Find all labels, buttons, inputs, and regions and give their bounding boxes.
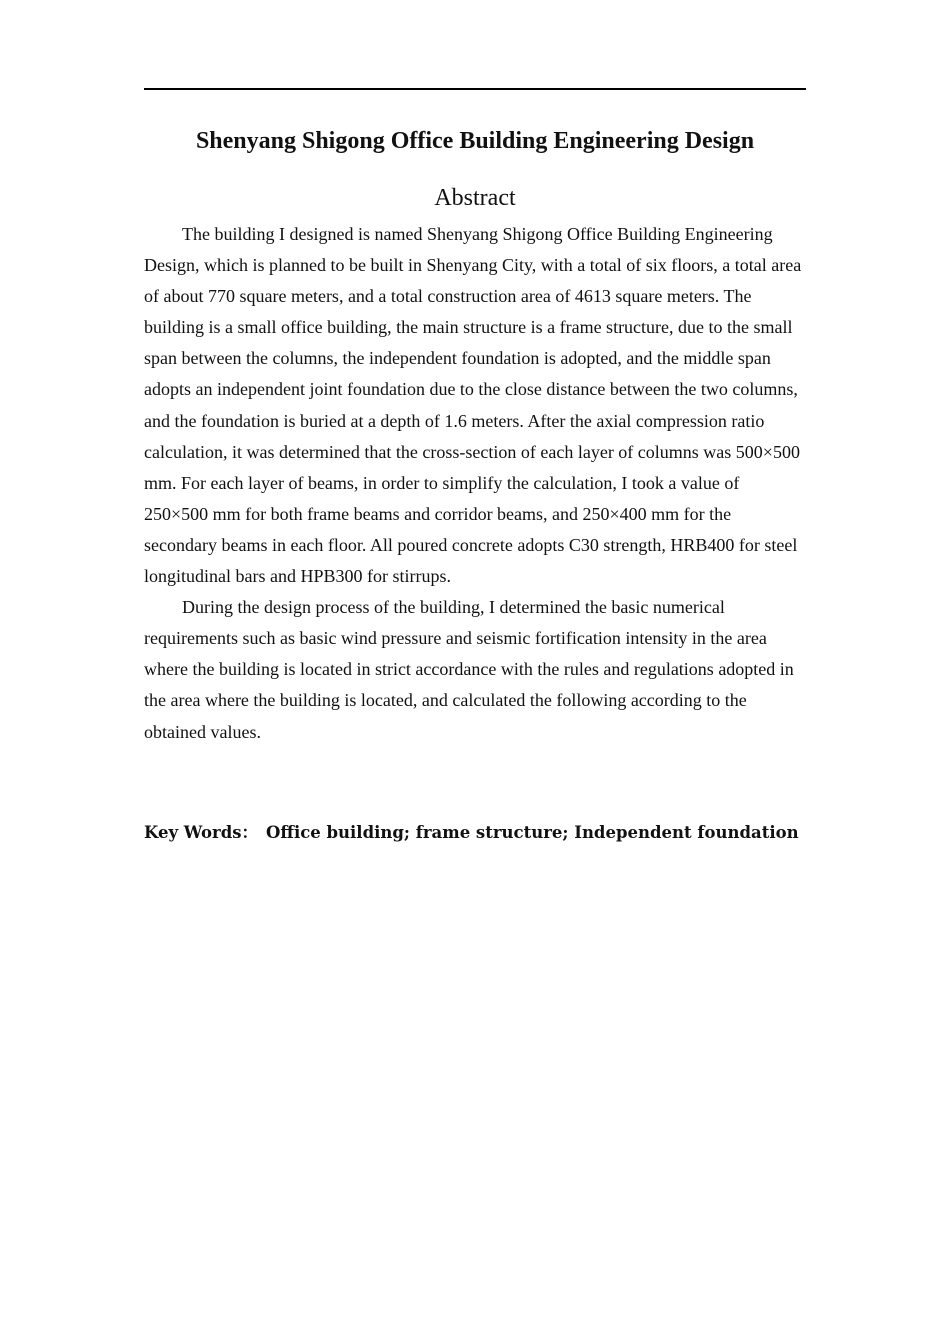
keywords-label: Key Words： — [144, 823, 259, 842]
keywords-value: Office building; frame structure; Independent foundation — [266, 823, 799, 842]
abstract-body — [144, 219, 806, 748]
header-rule — [144, 88, 806, 90]
abstract-paragraph-1: The building I designed is named Shenyang Shigong Office Building Engineering Design, which is planned to be built in Shenyang City, with a total of six floors, a total area of about 770 square meters, and a total construction area of 4613 square meters. The building is a small office building, the main structure is a frame structure, due to the small span between the columns, the independent foundation is adopted, and the middle span adopts an independent joint foundation due to the close distance between the two columns, and the foundation is buried at a depth of 1.6 meters. After the axial compression ratio calculation, it was determined that the cross-section of each layer of columns was 500×500 mm. For each layer of beams, in order to simplify the calculation, I took a value of 250×500 mm for both frame beams and corridor beams, and 250×400 mm for the secondary beams in each floor. All poured concrete adopts C30 strength, HRB400 for steel longitudinal bars and HPB300 for stirrups. — [144, 224, 802, 587]
keywords-line — [144, 820, 844, 846]
abstract-heading: Abstract — [434, 185, 516, 211]
document-title: Shenyang Shigong Office Building Engineering Design — [195, 128, 755, 154]
abstract-paragraph-2: During the design process of the building, I determined the basic numerical requirements such as basic wind pressure and seismic fortification intensity in the area where the building is located in strict accordance with the rules and regulations adopted in the area where the building is located, and calculated the following according to the obtained values. — [144, 597, 794, 742]
